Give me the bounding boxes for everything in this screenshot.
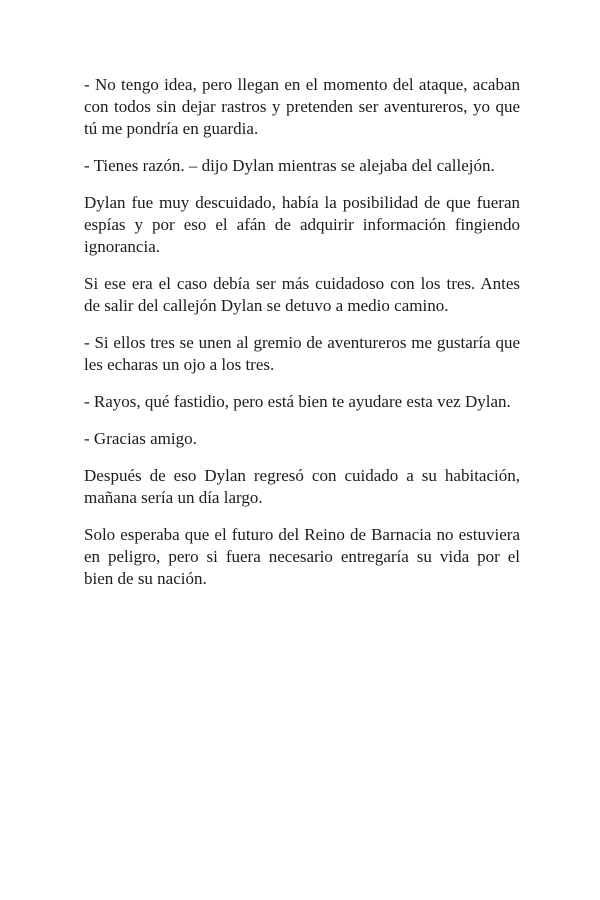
text-line: de salir del callejón Dylan se detuvo a medio camino. [84,296,449,315]
text-line: les echaras un ojo a los tres. [84,355,275,374]
paragraph-6 [84,391,520,413]
text-line: tú me pondría en guardia. [84,119,259,138]
text-line: Solo esperaba que el futuro del Reino de Barnacia no estuviera [84,525,520,544]
text-line: en peligro, pero si fuera necesario entregaría su vida por el [84,547,520,566]
text-line: espías y por eso el afán de adquirir información fingiendo [84,215,520,234]
paragraph-7 [84,428,520,450]
text-line: - No tengo idea, pero llegan en el momento del ataque, acaban [84,75,520,94]
text-line: Después de eso Dylan regresó con cuidado a su habitación, [84,466,520,485]
paragraph-5 [84,332,520,376]
text-line: Dylan fue muy descuidado, había la posibilidad de que fueran [84,193,520,212]
paragraph-1 [84,74,520,140]
paragraph-8 [84,465,520,509]
text-line: - Si ellos tres se unen al gremio de aventureros me gustaría que [84,333,520,352]
paragraph-3 [84,192,520,258]
paragraph-9 [84,524,520,590]
paragraph-2 [84,155,520,177]
text-line: bien de su nación. [84,569,207,588]
text-line: ignorancia. [84,237,160,256]
text-line: - Rayos, qué fastidio, pero está bien te ayudare esta vez Dylan. [84,392,511,411]
text-line: mañana sería un día largo. [84,488,263,507]
text-line: con todos sin dejar rastros y pretenden ser aventureros, yo que [84,97,520,116]
text-line: - Tienes razón. – dijo Dylan mientras se alejaba del callejón. [84,156,495,175]
paragraph-4 [84,273,520,317]
text-line: - Gracias amigo. [84,429,197,448]
body-text [84,74,520,605]
text-line: Si ese era el caso debía ser más cuidadoso con los tres. Antes [84,274,520,293]
